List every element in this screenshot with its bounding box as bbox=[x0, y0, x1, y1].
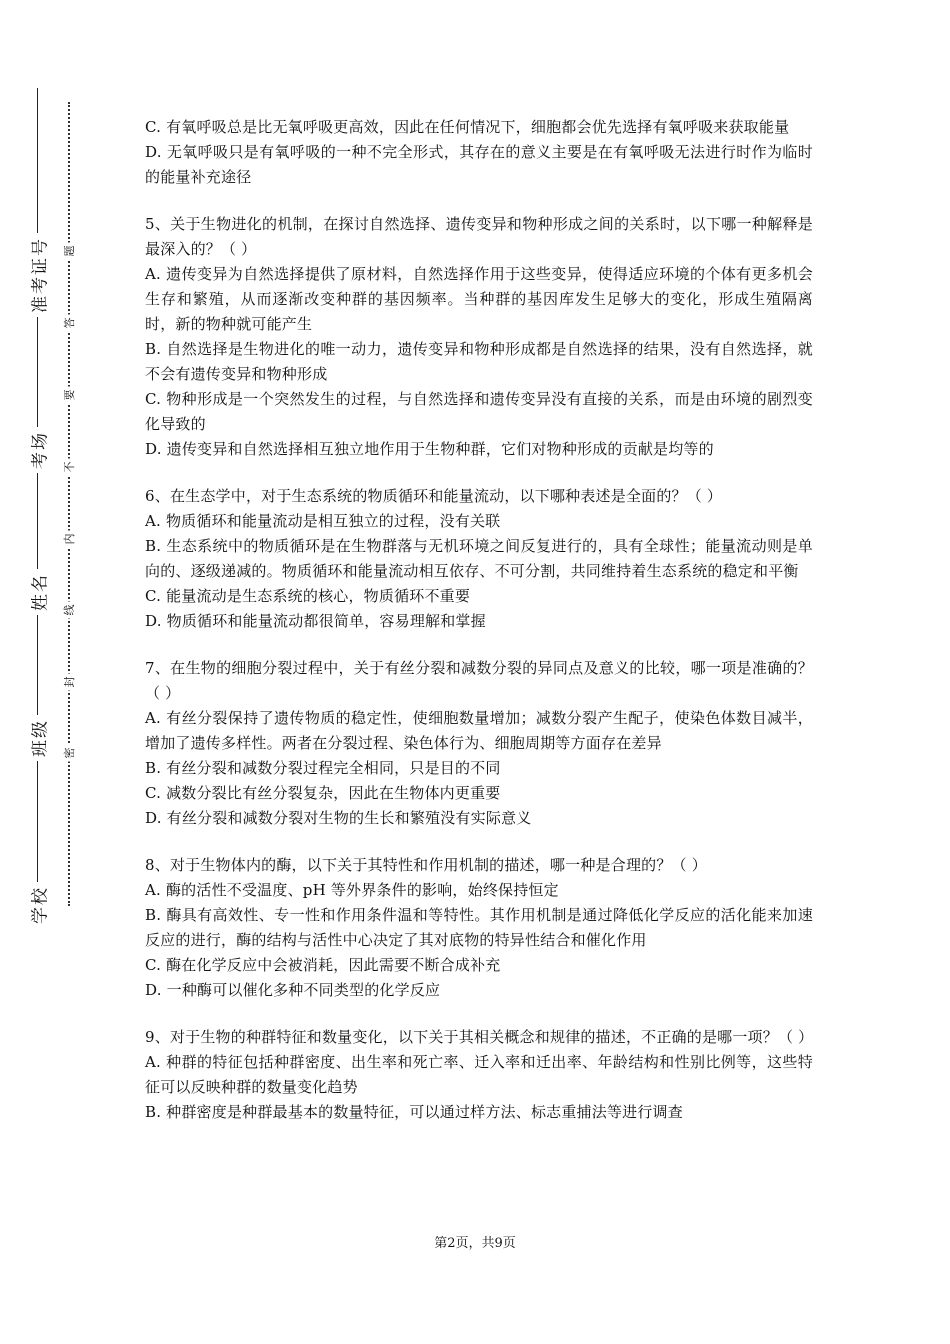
option-d: D. 有丝分裂和减数分裂对生物的生长和繁殖没有实际意义 bbox=[145, 809, 532, 827]
seal-char-xian: 线 bbox=[61, 602, 77, 619]
question-stem: 5、关于生物进化的机制，在探讨自然选择、遗传变异和物种形成之间的关系时，以下哪一种解释是最深入的？（ ） bbox=[145, 215, 813, 258]
option-c: C. 物种形成是一个突然发生的过程，与自然选择和遗传变异没有直接的关系，而是由环境的剧烈变化导致的 bbox=[145, 390, 813, 433]
label-school: 学校 bbox=[26, 882, 51, 928]
option-b: B. 生态系统中的物质循环是在生物群落与无机环境之间反复进行的，具有全球性；能量流动则是单向的、逐级递减的。物质循环和能量流动相互依存、不可分割，共同维持着生态系统的稳定和平衡 bbox=[145, 537, 813, 580]
seal-char-mi: 密 bbox=[61, 745, 77, 762]
seal-char-bu: 不 bbox=[61, 459, 77, 476]
option-a: A. 有丝分裂保持了遗传物质的稳定性，使细胞数量增加；减数分裂产生配子，使染色体数目减半，增加了遗传多样性。两者在分裂过程、染色体行为、细胞周期等方面存在差异 bbox=[145, 709, 813, 752]
seal-char-ti: 题 bbox=[61, 243, 77, 260]
continuation-option-c: C. 有氧呼吸总是比无氧呼吸更高效，因此在任何情况下，细胞都会优先选择有氧呼吸来获取能量 bbox=[145, 118, 790, 136]
question-stem: 7、在生物的细胞分裂过程中，关于有丝分裂和减数分裂的异同点及意义的比较，哪一项是准确的？（ ） bbox=[145, 659, 813, 702]
option-a: A. 酶的活性不受温度、pH 等外界条件的影响，始终保持恒定 bbox=[145, 881, 559, 899]
continuation-option-d: D. 无氧呼吸只是有氧呼吸的一种不完全形式，其存在的意义主要是在有氧呼吸无法进行时作为临时的能量补充途径 bbox=[145, 143, 813, 186]
option-d: D. 物质循环和能量流动都很简单，容易理解和掌握 bbox=[145, 612, 486, 630]
label-admission-number: 准考证号 bbox=[26, 233, 51, 317]
option-a: A. 物质循环和能量流动是相互独立的过程，没有关联 bbox=[145, 512, 501, 530]
label-exam-room: 考场 bbox=[26, 427, 51, 473]
seal-char-yao: 要 bbox=[61, 387, 77, 404]
question-stem: 9、对于生物的种群特征和数量变化，以下关于其相关概念和规律的描述，不正确的是哪一项？（ ） bbox=[145, 1028, 814, 1046]
binding-dotted-line bbox=[68, 102, 70, 906]
option-b: B. 种群密度是种群最基本的数量特征，可以通过样方法、标志重捕法等进行调查 bbox=[145, 1103, 683, 1121]
question-content bbox=[145, 115, 813, 1125]
label-name: 姓名 bbox=[26, 569, 51, 615]
question-stem: 8、对于生物体内的酶，以下关于其特性和作用机制的描述，哪一种是合理的？（ ） bbox=[145, 856, 707, 874]
seal-char-nei: 内 bbox=[61, 531, 77, 548]
question-5 bbox=[145, 212, 813, 462]
seal-char-feng: 封 bbox=[61, 674, 77, 691]
option-c: C. 酶在化学反应中会被消耗，因此需要不断合成补充 bbox=[145, 956, 501, 974]
option-d: D. 一种酶可以催化多种不同类型的化学反应 bbox=[145, 981, 441, 999]
seal-char-da: 答 bbox=[61, 315, 77, 332]
option-a: A. 遗传变异为自然选择提供了原材料，自然选择作用于这些变异，使得适应环境的个体有更多机会生存和繁殖，从而逐渐改变种群的基因频率。当种群的基因库发生足够大的变化，形成生殖隔离时，新的物种就可能产生 bbox=[145, 265, 813, 333]
option-d: D. 遗传变异和自然选择相互独立地作用于生物种群，它们对物种形成的贡献是均等的 bbox=[145, 440, 714, 458]
question-9 bbox=[145, 1025, 813, 1125]
option-c: C. 减数分裂比有丝分裂复杂，因此在生物体内更重要 bbox=[145, 784, 501, 802]
binding-solid-line bbox=[37, 88, 38, 900]
question-6 bbox=[145, 484, 813, 634]
option-a: A. 种群的特征包括种群密度、出生率和死亡率、迁入率和迁出率、年龄结构和性别比例等，这些特征可以反映种群的数量变化趋势 bbox=[145, 1053, 813, 1096]
option-b: B. 自然选择是生物进化的唯一动力，遗传变异和物种形成都是自然选择的结果，没有自然选择，就不会有遗传变异和物种形成 bbox=[145, 340, 813, 383]
question-8 bbox=[145, 853, 813, 1003]
question-7 bbox=[145, 656, 813, 831]
option-c: C. 能量流动是生态系统的核心，物质循环不重要 bbox=[145, 587, 471, 605]
option-b: B. 有丝分裂和减数分裂过程完全相同，只是目的不同 bbox=[145, 759, 501, 777]
question-stem: 6、在生态学中，对于生态系统的物质循环和能量流动，以下哪种表述是全面的？（ ） bbox=[145, 487, 723, 505]
label-class: 班级 bbox=[26, 715, 51, 761]
page-number: 第2页，共9页 bbox=[434, 1236, 516, 1251]
option-b: B. 酶具有高效性、专一性和作用条件温和等特性。其作用机制是通过降低化学反应的活化能来加速反应的进行，酶的结构与活性中心决定了其对底物的特异性结合和催化作用 bbox=[145, 906, 813, 949]
